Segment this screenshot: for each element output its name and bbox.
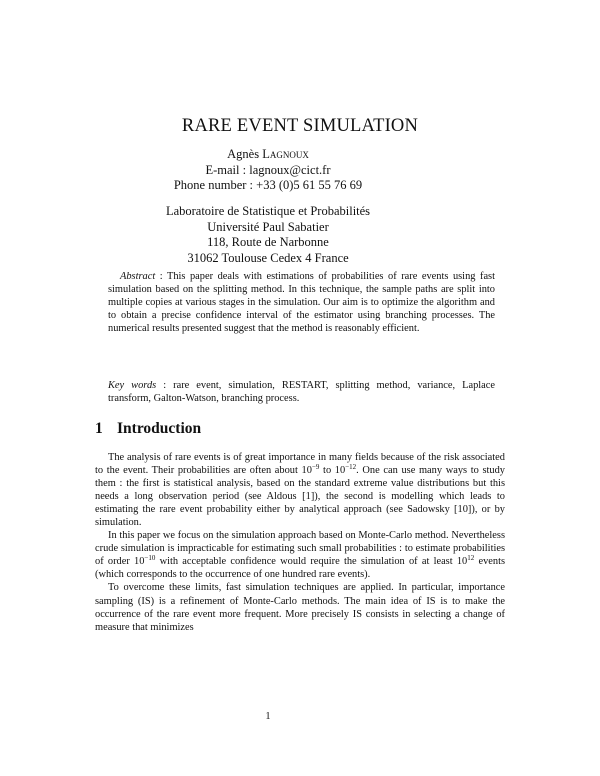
- section-body: [95, 451, 505, 634]
- page-number: 1: [265, 711, 271, 722]
- paragraph-text: events (which corresponds to the occurrence of one hundred rare events).: [95, 556, 505, 581]
- exponent: −9: [311, 463, 320, 472]
- paragraph: To overcome these limits, fast simulation techniques are applied. In particular, importance sampling (IS) is a refinement of Monte-Carlo methods. The main idea of IS is to make the occurrence of the rare event more frequent. More precisely IS consists in selecting a change of measure that minimizes: [95, 582, 505, 633]
- keywords-label: Key words: [108, 380, 157, 391]
- paper-title: RARE EVENT SIMULATION: [181, 116, 419, 136]
- abstract-label: Abstract: [120, 271, 156, 282]
- section-number: 1: [95, 420, 103, 437]
- author-last-name: Lagnoux: [262, 147, 309, 161]
- paragraph-text: . One can use many ways to study them : the first is statistical analysis, based on the standard extreme value distributions but this needs a long observation period (see Aldous [1]), the second is modelling which leads to estimating the rare event probability either by analytical approach (see Sadowsky [10]), or by simulation.: [95, 465, 505, 529]
- paragraph-text: with acceptable confidence would require the simulation of at least 10: [155, 556, 468, 568]
- section-title: Introduction: [117, 420, 202, 437]
- exponent: −12: [345, 463, 357, 472]
- keywords: [108, 379, 495, 405]
- affiliation-line: Laboratoire de Statistique et Probabilités: [165, 204, 371, 218]
- abstract-text: : This paper deals with estimations of probabilities of rare events using fast simulation based on the splitting method. In this technique, the sample paths are split into multiple copies at various stages in the simulation. Our aim is to optimize the algorithm and to obtain a precise confidence interval of the estimator using branching processes. The numerical results presented suggest that the method is reasonably efficient.: [108, 271, 495, 335]
- abstract: [108, 270, 495, 335]
- paragraph: [95, 529, 505, 581]
- exponent: 12: [467, 554, 475, 563]
- author-email: E-mail : lagnoux@cict.fr: [205, 162, 331, 177]
- author-first-name: Agnès: [227, 147, 263, 161]
- author-name: [0, 147, 536, 163]
- affiliation-block: [0, 204, 536, 266]
- paragraph-text: to 10: [319, 465, 346, 477]
- author-phone: Phone number : +33 (0)5 61 55 76 69: [173, 178, 363, 193]
- affiliation-line: Université Paul Sabatier: [207, 219, 329, 234]
- author-block: [0, 147, 536, 194]
- section-heading: [95, 420, 201, 438]
- paragraph-text: In this paper we focus on the simulation approach based on Monte-Carlo method. Nevertheless crude simulation is impracticable for estimating such small probabilities : to estimate probabilities of order 10: [95, 530, 505, 568]
- paragraph: [95, 451, 505, 529]
- paragraph-text: The analysis of rare events is of great importance in many fields because of the risk associated to the event. Their probabilities are often about 10: [95, 452, 505, 477]
- keywords-text: : rare event, simulation, RESTART, splitting method, variance, Laplace transform, Galton-Watson, branching process.: [108, 380, 495, 405]
- affiliation-line: 118, Route de Narbonne: [207, 235, 329, 250]
- exponent: −10: [144, 554, 156, 563]
- affiliation-line: 31062 Toulouse Cedex 4 France: [187, 250, 349, 265]
